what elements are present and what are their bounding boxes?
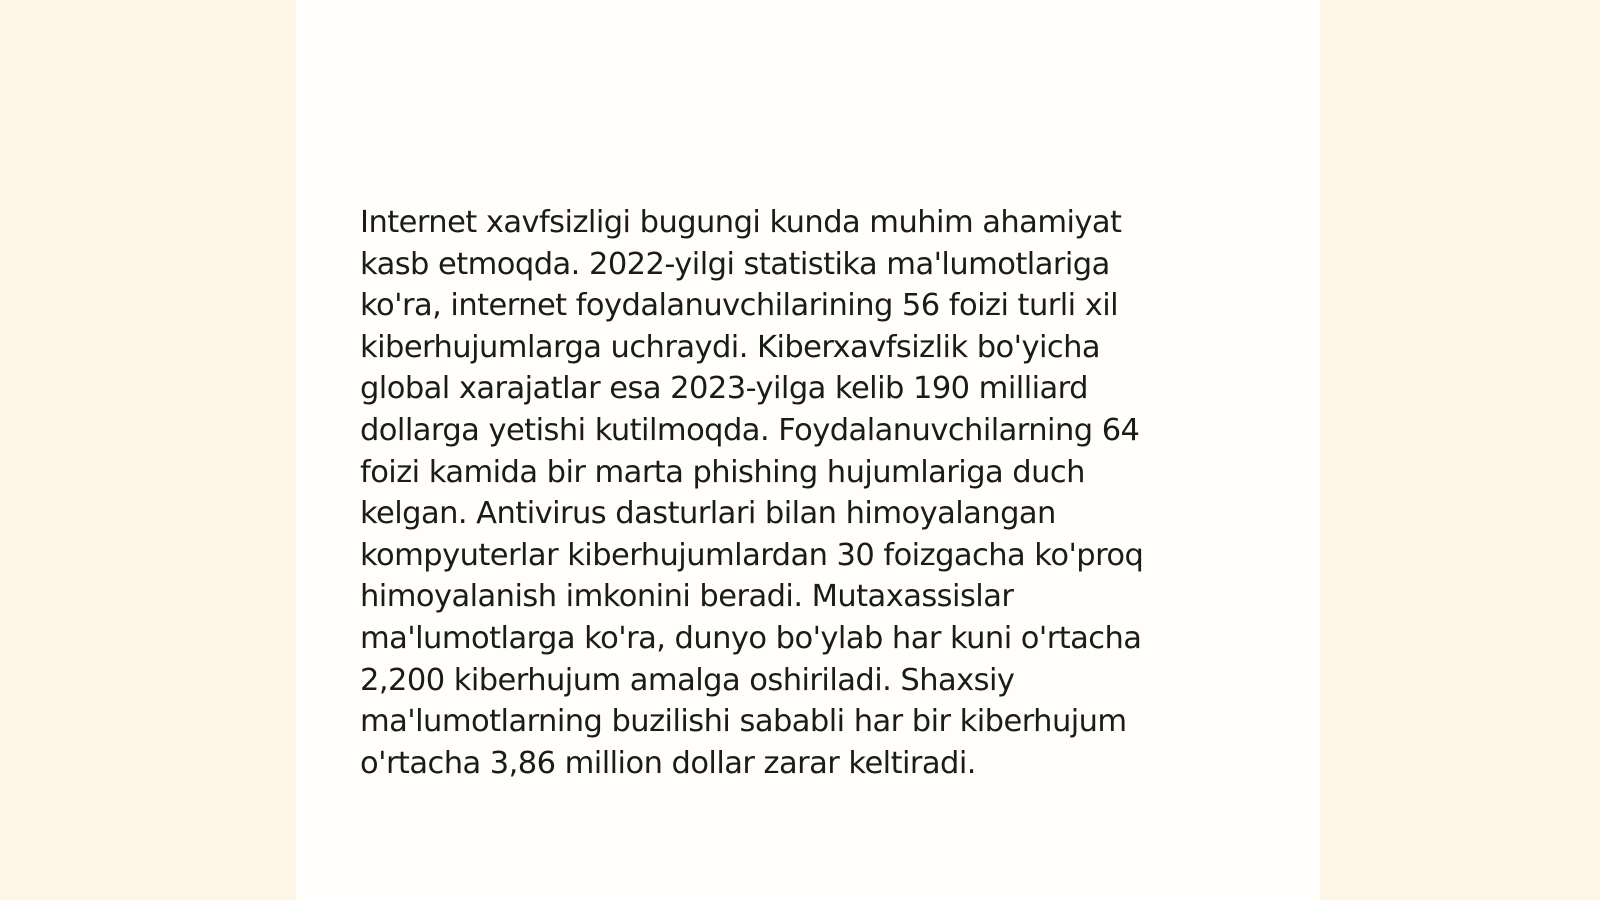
body-paragraph: Internet xavfsizligi bugungi kunda muhim ahamiyat kasb etmoqda. 2022-yilgi statistika ma'lumotlariga ko'ra, internet foydalanuvchilarining 56 foizi turli xil kiberhujumlarga uchraydi. Kiberxavfsizlik bo'yicha global xarajatlar esa 2023-yilga kelib 190 milliard dollarga yetishi kutilmoqda. Foydalanuvchilarning 64 foizi kamida bir marta phishing hujumlariga duch kelgan. Antivirus dasturlari bilan himoyalangan kompyuterlar kiberhujumlardan 30 foizgacha ko'proq himoyalanish imkonini beradi. Mutaxassislar ma'lumotlarga ko'ra, dunyo bo'ylab har kuni o'rtacha 2,200 kiberhujum amalga oshiriladi. Shaxsiy ma'lumotlarning buzilishi sababli har bir kiberhujum o'rtacha 3,86 million dollar zarar keltiradi. — [360, 205, 1144, 781]
document-page — [296, 0, 1320, 900]
